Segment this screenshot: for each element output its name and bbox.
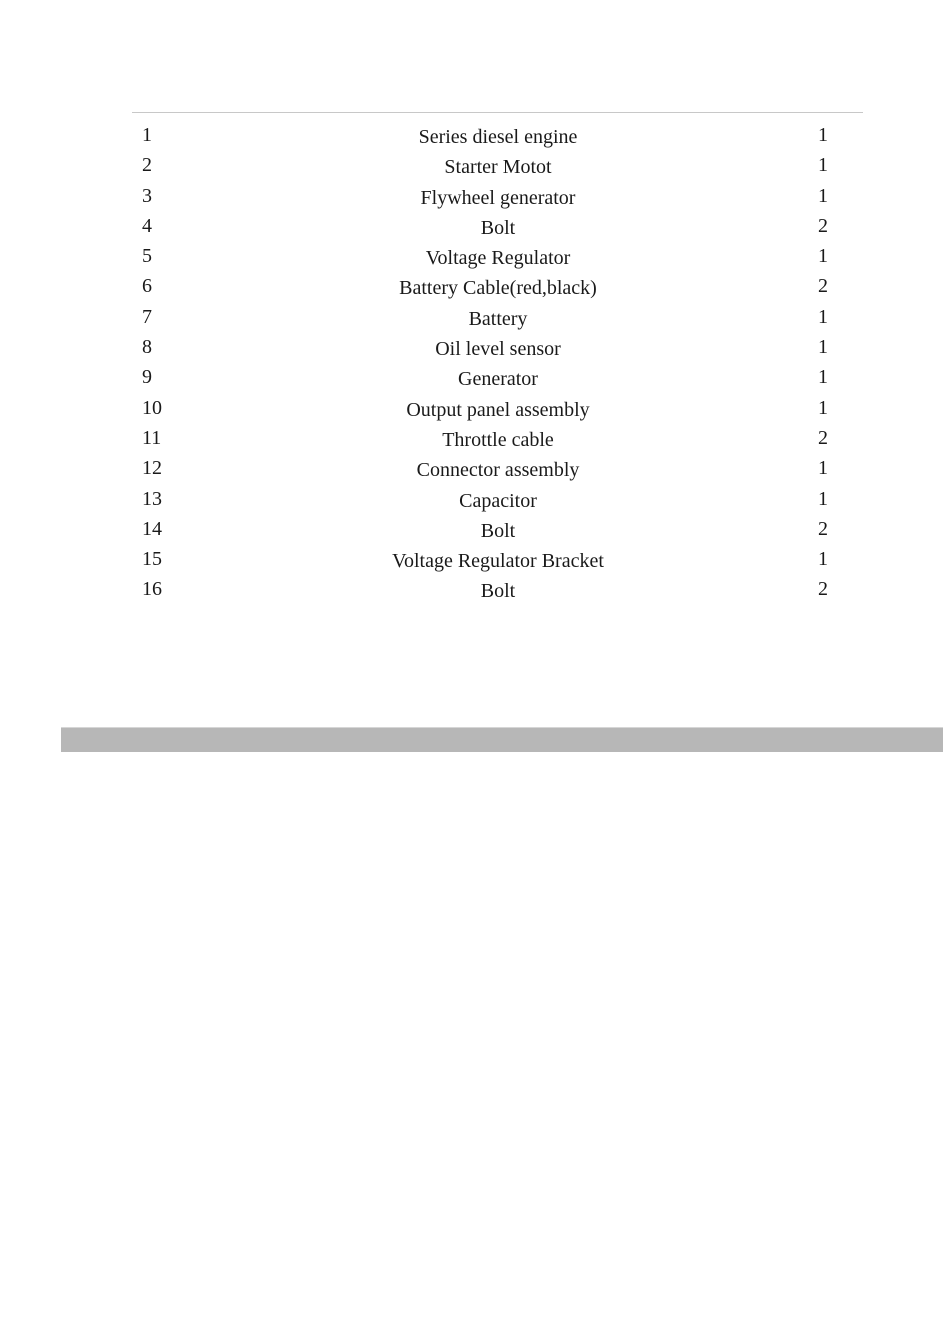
part-name: Generator xyxy=(458,368,538,391)
part-name: Starter Motot xyxy=(444,156,552,179)
part-number: 7 xyxy=(142,305,152,328)
part-number: 8 xyxy=(142,336,152,359)
part-name: Battery xyxy=(468,307,528,330)
parts-list-table xyxy=(132,120,863,605)
part-name: Series diesel engine xyxy=(418,126,578,148)
part-quantity: 1 xyxy=(818,487,828,510)
part-name: Battery Cable(red,black) xyxy=(399,277,597,300)
table-row xyxy=(132,393,863,423)
table-row xyxy=(132,271,863,301)
table-row xyxy=(132,574,863,604)
part-quantity: 2 xyxy=(818,275,828,298)
part-number: 6 xyxy=(142,275,152,298)
part-quantity: 1 xyxy=(818,124,828,146)
part-name: Capacitor xyxy=(459,489,537,512)
part-quantity: 1 xyxy=(818,396,828,419)
part-name: Throttle cable xyxy=(442,428,554,451)
table-row xyxy=(132,181,863,211)
table-row xyxy=(132,484,863,514)
table-top-rule xyxy=(132,112,863,113)
table-row xyxy=(132,423,863,453)
table-row xyxy=(132,544,863,574)
part-name: Bolt xyxy=(480,580,516,603)
part-number: 2 xyxy=(142,154,152,177)
part-quantity: 2 xyxy=(818,578,828,601)
part-number: 11 xyxy=(142,426,162,449)
section-header-bar xyxy=(61,727,943,752)
part-number: 13 xyxy=(142,487,162,510)
part-number: 12 xyxy=(142,457,162,480)
part-quantity: 1 xyxy=(818,336,828,359)
part-name: Bolt xyxy=(480,216,516,239)
part-name: Voltage Regulator Bracket xyxy=(392,550,604,573)
part-quantity: 1 xyxy=(818,184,828,207)
part-quantity: 2 xyxy=(818,214,828,237)
table-row xyxy=(132,120,863,150)
part-quantity: 1 xyxy=(818,366,828,389)
table-row xyxy=(132,332,863,362)
part-quantity: 1 xyxy=(818,245,828,268)
table-row xyxy=(132,302,863,332)
part-quantity: 2 xyxy=(818,517,828,540)
part-name: Flywheel generator xyxy=(420,186,576,209)
part-number: 9 xyxy=(142,366,152,389)
part-name: Voltage Regulator xyxy=(425,247,571,270)
part-number: 5 xyxy=(142,245,152,268)
part-number: 4 xyxy=(142,214,152,237)
part-quantity: 1 xyxy=(818,457,828,480)
table-row xyxy=(132,514,863,544)
part-name: Connector assembly xyxy=(416,459,580,482)
table-row xyxy=(132,150,863,180)
part-number: 3 xyxy=(142,184,152,207)
part-number: 14 xyxy=(142,517,162,540)
part-number: 16 xyxy=(142,578,162,601)
part-name: Output panel assembly xyxy=(406,398,590,421)
part-number: 1 xyxy=(142,124,152,146)
part-quantity: 1 xyxy=(818,305,828,328)
part-name: Bolt xyxy=(480,519,516,542)
part-quantity: 1 xyxy=(818,548,828,571)
part-name: Oil level sensor xyxy=(435,338,561,361)
table-row xyxy=(132,453,863,483)
table-row xyxy=(132,241,863,271)
part-quantity: 1 xyxy=(818,154,828,177)
table-row xyxy=(132,362,863,392)
part-number: 15 xyxy=(142,548,162,571)
part-number: 10 xyxy=(142,396,162,419)
table-row xyxy=(132,211,863,241)
part-quantity: 2 xyxy=(818,426,828,449)
